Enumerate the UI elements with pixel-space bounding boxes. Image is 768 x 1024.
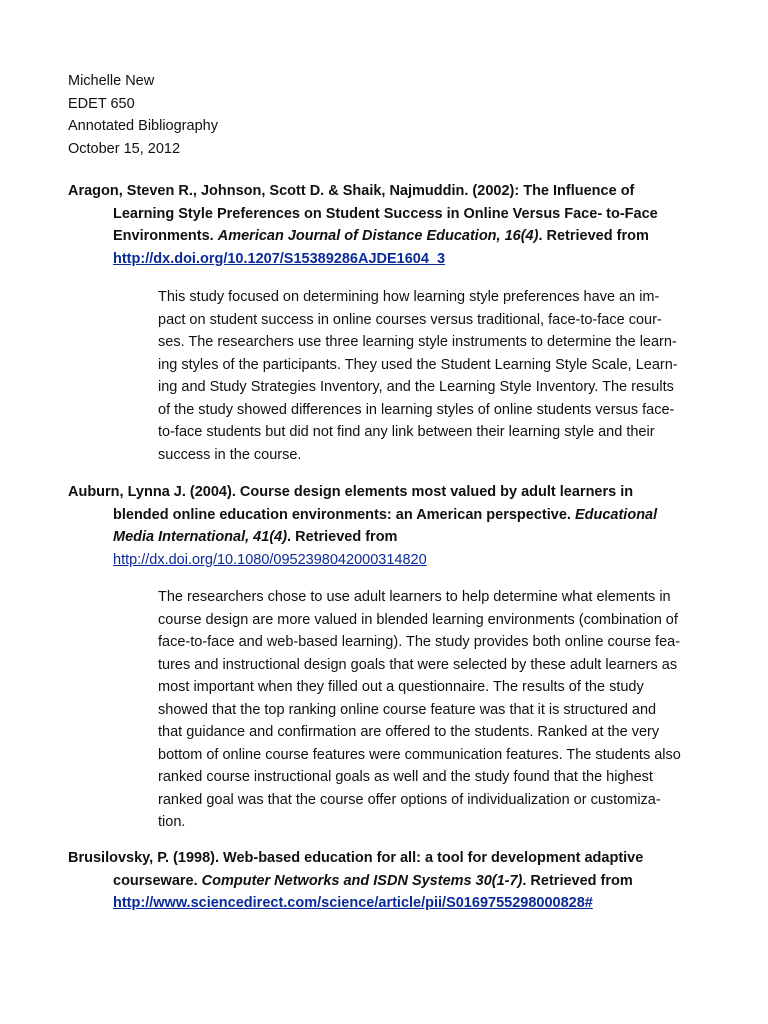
annotation-line: ing and Study Strategies Inventory, and the Learning Style Inventory. The results bbox=[158, 379, 674, 395]
citation-aragon bbox=[68, 180, 708, 270]
annotation-line: ing styles of the participants. They used the Student Learning Style Scale, Learn- bbox=[158, 356, 678, 373]
annotation-line: to-face students but did not find any link between their learning style and their bbox=[158, 424, 655, 440]
annotation-auburn bbox=[158, 586, 703, 834]
annotation-line: face-to-face and web-based learning). The study provides both online course fea- bbox=[158, 634, 681, 650]
journal-title: Educational bbox=[574, 506, 658, 523]
annotation-line: that guidance and confirmation are offered to the students. Ranked at the very bbox=[158, 724, 660, 740]
citation-brusilovsky bbox=[68, 847, 708, 915]
annotation-aragon bbox=[158, 286, 703, 466]
citation-line: Aragon, Steven R., Johnson, Scott D. & Shaik, Najmuddin. (2002): The Influence of bbox=[68, 183, 635, 199]
annotation-line: bottom of online course features were communication features. The students also bbox=[158, 746, 681, 763]
annotation-line: success in the course. bbox=[158, 446, 302, 463]
annotation-line: ses. The researchers use three learning style instruments to determine the learn- bbox=[158, 334, 677, 350]
annotation-line: of the study showed differences in learning styles of online students versus face- bbox=[158, 401, 675, 418]
document-date: October 15, 2012 bbox=[68, 140, 181, 157]
author-name: Michelle New bbox=[68, 73, 155, 89]
citation-text: blended online education environments: an American perspective. bbox=[113, 506, 575, 523]
citation-line: Brusilovsky, P. (1998). Web-based education for all: a tool for development adaptive bbox=[68, 850, 644, 866]
retrieved-text: . Retrieved from bbox=[522, 872, 633, 889]
retrieved-text: . Retrieved from bbox=[287, 529, 398, 545]
course-code: EDET 650 bbox=[68, 95, 135, 112]
annotation-line: This study focused on determining how learning style preferences have an im- bbox=[158, 289, 660, 305]
citation-line bbox=[68, 526, 708, 549]
annotation-line: ranked course instructional goals as well and the study found that the highest bbox=[158, 769, 653, 785]
citation-auburn bbox=[68, 481, 708, 571]
journal-title: American Journal of Distance Education, 16(4) bbox=[217, 228, 539, 244]
journal-title: Media International, 41(4) bbox=[113, 529, 288, 545]
citation-line bbox=[68, 870, 708, 893]
annotation-line: showed that the top ranking online course feature was that it is structured and bbox=[158, 701, 657, 718]
journal-title: Computer Networks and ISDN Systems 30(1-7) bbox=[201, 872, 523, 889]
doi-link[interactable]: http://dx.doi.org/10.1080/0952398042000314820 bbox=[113, 551, 427, 568]
citation-text: Environments. bbox=[113, 228, 218, 244]
retrieved-text: . Retrieved from bbox=[538, 228, 649, 244]
document-type: Annotated Bibliography bbox=[68, 118, 218, 134]
citation-line: Auburn, Lynna J. (2004). Course design elements most valued by adult learners in bbox=[68, 484, 634, 500]
citation-text: courseware. bbox=[113, 872, 202, 889]
annotation-line: pact on student success in online courses versus traditional, face-to-face cour- bbox=[158, 311, 662, 328]
document-header bbox=[68, 70, 218, 160]
article-link[interactable]: http://www.sciencedirect.com/science/article/pii/S0169755298000828# bbox=[113, 895, 593, 911]
annotation-line: course design are more valued in blended learning environments (combination of bbox=[158, 611, 678, 628]
citation-line bbox=[68, 225, 708, 248]
annotation-line: tures and instructional design goals that were selected by these adult learners as bbox=[158, 656, 678, 673]
annotation-line: ranked goal was that the course offer options of individualization or customiza- bbox=[158, 791, 661, 808]
citation-line bbox=[68, 504, 708, 527]
annotation-line: The researchers chose to use adult learners to help determine what elements in bbox=[158, 589, 671, 605]
doi-link[interactable]: http://dx.doi.org/10.1207/S15389286AJDE1604_3 bbox=[113, 250, 446, 267]
annotation-line: most important when they filled out a questionnaire. The results of the study bbox=[158, 679, 644, 695]
citation-line: Learning Style Preferences on Student Success in Online Versus Face- to-Face bbox=[113, 205, 658, 222]
annotation-line: tion. bbox=[158, 814, 186, 830]
